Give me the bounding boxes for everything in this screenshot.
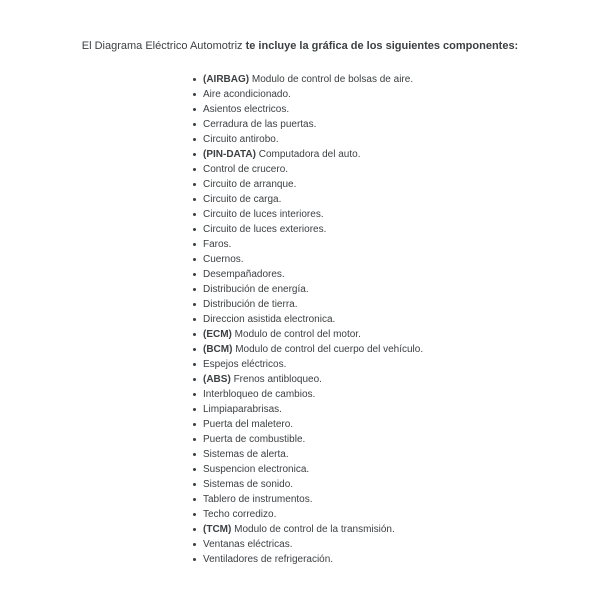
list-item [203, 132, 600, 147]
list-item-text: Modulo de control del cuerpo del vehículo. [235, 344, 424, 355]
list-item-code: (BCM) [203, 344, 233, 355]
list-item [203, 312, 600, 327]
list-item [203, 252, 600, 267]
list-item [203, 477, 600, 492]
list-item [203, 117, 600, 132]
list-item [203, 372, 600, 387]
list-item [203, 387, 600, 402]
list-item [203, 282, 600, 297]
list-item [203, 522, 600, 537]
list-item [203, 192, 600, 207]
list-item [203, 447, 600, 462]
list-item-text: Asientos electricos. [203, 104, 290, 115]
list-item-text: Circuito de luces interiores. [203, 209, 324, 220]
list-item-text: Espejos eléctricos. [203, 359, 287, 370]
list-item-text: Circuito de arranque. [203, 179, 297, 190]
list-item-text: Techo corredizo. [203, 509, 277, 520]
list-item-text: Sistemas de sonido. [203, 479, 294, 490]
list-item-text: Interbloqueo de cambios. [203, 389, 316, 400]
list-item-text: Frenos antibloqueo. [233, 374, 322, 385]
list-item-text: Modulo de control de la transmisión. [234, 524, 395, 535]
list-item [203, 417, 600, 432]
list-item [203, 357, 600, 372]
title-bold-text: te incluye la gráfica de los siguientes componentes: [245, 40, 519, 52]
list-item-code: (ECM) [203, 329, 232, 340]
list-item-text: Circuito de luces exteriores. [203, 224, 327, 235]
list-item [203, 537, 600, 552]
list-item-text: Puerta de combustible. [203, 434, 306, 445]
list-item-text: Faros. [203, 239, 232, 250]
list-item [203, 237, 600, 252]
list-item-code: (AIRBAG) [203, 74, 250, 85]
list-item [203, 207, 600, 222]
list-item [203, 72, 600, 87]
list-item-text: Cuernos. [203, 254, 244, 265]
list-item-text: Puerta del maletero. [203, 419, 294, 430]
list-item-text: Distribución de tierra. [203, 299, 298, 310]
list-item-text: Cerradura de las puertas. [203, 119, 317, 130]
list-item [203, 267, 600, 282]
list-item-text: Modulo de control del motor. [234, 329, 361, 340]
list-item [203, 432, 600, 447]
components-list [0, 72, 600, 567]
list-item [203, 87, 600, 102]
list-item-text: Ventanas eléctricas. [203, 539, 293, 550]
list-item-text: Circuito de carga. [203, 194, 282, 205]
list-item [203, 162, 600, 177]
list-item [203, 327, 600, 342]
list-item-code: (ABS) [203, 374, 231, 385]
list-item [203, 297, 600, 312]
list-item-text: Modulo de control de bolsas de aire. [251, 74, 414, 85]
list-item [203, 222, 600, 237]
list-item [203, 462, 600, 477]
title-regular-text: El Diagrama Eléctrico Automotriz [81, 40, 243, 52]
list-item-code: (PIN-DATA) [203, 149, 256, 160]
list-item [203, 147, 600, 162]
list-item-text: Limpiaparabrisas. [203, 404, 282, 415]
list-item [203, 342, 600, 357]
list-item [203, 552, 600, 567]
list-item-text: Computadora del auto. [258, 149, 361, 160]
list-item-text: Desempañadores. [203, 269, 285, 280]
list-item-text: Suspencion electronica. [203, 464, 310, 475]
page-title [70, 37, 530, 55]
list-item [203, 492, 600, 507]
list-item-text: Ventiladores de refrigeración. [203, 554, 334, 565]
list-item [203, 402, 600, 417]
list-item [203, 177, 600, 192]
list-item-text: Distribución de energía. [203, 284, 309, 295]
list-item-text: Tablero de instrumentos. [203, 494, 313, 505]
list-item-code: (TCM) [203, 524, 232, 535]
list-item [203, 102, 600, 117]
list-item-text: Sistemas de alerta. [203, 449, 289, 460]
list-item [203, 507, 600, 522]
list-item-text: Aire acondicionado. [203, 89, 291, 100]
list-item-text: Circuito antirobo. [203, 134, 279, 145]
list-item-text: Direccion asistida electronica. [203, 314, 336, 325]
list-item-text: Control de crucero. [203, 164, 289, 175]
